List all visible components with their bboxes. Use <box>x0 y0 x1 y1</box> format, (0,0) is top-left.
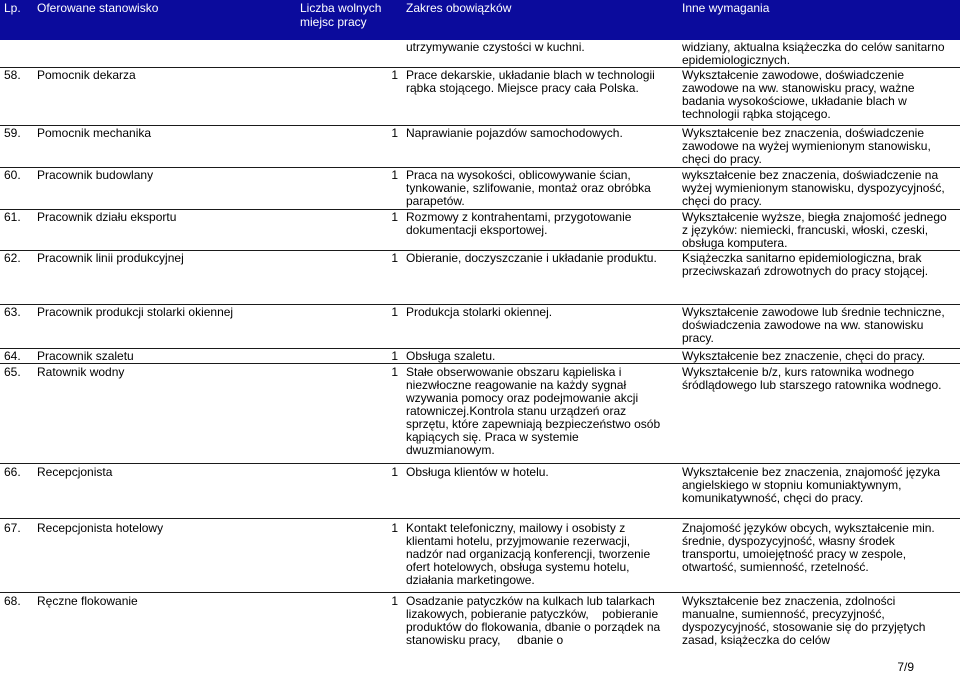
row-duties: Obsługa klientów w hotelu. <box>406 465 549 479</box>
header-duties: Zakres obowiązków <box>406 1 512 15</box>
row-requirements: Wykształcenie zawodowe lub średnie techniczne, doświadczenia zawodowe na ww. stanowisku pracy. <box>682 305 945 345</box>
row-position: Pracownik szaletu <box>37 349 134 363</box>
row-count: 1 <box>391 594 398 608</box>
row-requirements: Wykształcenie bez znaczenie, chęci do pracy. <box>682 349 926 363</box>
row-position: Pracownik działu eksportu <box>37 210 177 224</box>
row-requirements: Znajomość języków obcych, wykształcenie min. średnie, dyspozycyjność, własny środek transportu, umoiejętność pracy w zespole, otwartość, sumienność, rzetelność. <box>682 521 935 574</box>
continuation-duties: utrzymywanie czystości w kuchni. <box>406 40 585 54</box>
row-requirements: wykształcenie bez znaczenia, doświadczenie na wyżej wymienionym stanowisku, dyspozycyjność, chęci do pracy. <box>682 168 945 208</box>
table-header <box>0 0 960 40</box>
row-duties: Prace dekarskie, układanie blach w technologii rąbka stojącego. Miejsce pracy cała Polska. <box>406 68 655 95</box>
row-position: Ratownik wodny <box>37 365 125 379</box>
row-count: 1 <box>391 349 398 363</box>
row-divider <box>0 463 960 464</box>
row-duties: Osadzanie patyczków na kulkach lub talarkach lizakowych, pobieranie patyczków, pobieranie produktów do flokowania, dbanie o porządek na stanowisku pracy, dbanie o <box>406 594 661 647</box>
row-lp: 66. <box>4 465 21 479</box>
continuation-requirements: widziany, aktualna książeczka do celów sanitarno epidemiologicznych. <box>682 40 945 67</box>
row-duties: Stałe obserwowanie obszaru kąpieliska i niezwłoczne reagowanie na każdy sygnał wzywania pomocy oraz podejmowanie akcji ratowniczej.Kontrola stanu urządzeń oraz sprzętu, które zapewniają bezpieczeństwo osób kąpiących się. Praca w systemie dwuzmianowym. <box>406 365 661 457</box>
row-duties: Kontakt telefoniczny, mailowy i osobisty z klientami hotelu, przyjmowanie rezerwacji, nadzór nad organizacją konferencji, tworzenie ofert hotelowych, obsługa systemu hotelu, działania marketingowe. <box>406 521 651 587</box>
row-lp: 62. <box>4 251 21 265</box>
row-duties: Rozmowy z kontrahentami, przygotowanie dokumentacji eksportowej. <box>406 210 632 237</box>
row-divider <box>0 518 960 519</box>
row-lp: 61. <box>4 210 21 224</box>
row-requirements: Książeczka sanitarno epidemiologiczna, brak przeciwskazań zdrowotnych do pracy stojącej. <box>682 251 929 278</box>
row-duties: Naprawianie pojazdów samochodowych. <box>406 126 623 140</box>
row-divider <box>0 592 960 593</box>
row-lp: 63. <box>4 305 21 319</box>
row-count: 1 <box>391 126 398 140</box>
row-requirements: Wykształcenie bez znaczenia, zdolności manualne, sumienność, precyzyjność, dyspozycyjność, stosowanie się do przyjętych zasad, książeczka do celów <box>682 594 926 647</box>
row-requirements: Wykształcenie bez znaczenia, doświadczenie zawodowe na wyżej wymienionym stanowisku, chęci do pracy. <box>682 126 931 166</box>
row-lp: 60. <box>4 168 21 182</box>
row-lp: 64. <box>4 349 21 363</box>
header-count: Liczba wolnych miejsc pracy <box>300 1 382 29</box>
row-position: Ręczne flokowanie <box>37 594 138 608</box>
row-requirements: Wykształcenie zawodowe, doświadczenie zawodowe na ww. stanowisku pracy, ważne badania wysokościowe, układanie blach w technologii rąbka stojącego. <box>682 68 915 121</box>
row-position: Pomocnik mechanika <box>37 126 152 140</box>
row-count: 1 <box>391 305 398 319</box>
row-position: Pracownik linii produkcyjnej <box>37 251 184 265</box>
row-count: 1 <box>391 521 398 535</box>
row-count: 1 <box>391 465 398 479</box>
row-lp: 65. <box>4 365 21 379</box>
row-position: Pomocnik dekarza <box>37 68 136 82</box>
row-count: 1 <box>391 210 398 224</box>
header-position: Oferowane stanowisko <box>37 1 159 15</box>
row-lp: 59. <box>4 126 21 140</box>
row-position: Recepcjonista hotelowy <box>37 521 164 535</box>
row-lp: 68. <box>4 594 21 608</box>
row-divider <box>0 363 960 364</box>
row-duties: Praca na wysokości, oblicowywanie ścian, tynkowanie, szlifowanie, montaż oraz obróbka parapetów. <box>406 168 651 208</box>
page-number: 7/9 <box>897 660 914 674</box>
row-duties: Obieranie, doczyszczanie i układanie produktu. <box>406 251 657 265</box>
row-count: 1 <box>391 68 398 82</box>
row-duties: Obsługa szaletu. <box>406 349 496 363</box>
row-count: 1 <box>391 251 398 265</box>
row-position: Recepcjonista <box>37 465 113 479</box>
row-requirements: Wykształcenie b/z, kurs ratownika wodnego śródlądowego lub starszego ratownika wodnego. <box>682 365 942 392</box>
row-lp: 67. <box>4 521 21 535</box>
row-count: 1 <box>391 168 398 182</box>
row-requirements: Wykształcenie wyższe, biegła znajomość jednego z języków: niemiecki, francuski, włoski, czeski, obsługa komputera. <box>682 210 947 250</box>
row-duties: Produkcja stolarki okiennej. <box>406 305 553 319</box>
row-count: 1 <box>391 365 398 379</box>
row-requirements: Wykształcenie bez znaczenia, znajomość języka angielskiego w stopniu komuniaktywnym, komunikatywność, chęci do pracy. <box>682 465 941 505</box>
row-position: Pracownik produkcji stolarki okiennej <box>37 305 234 319</box>
header-requirements: Inne wymagania <box>682 1 770 15</box>
row-lp: 58. <box>4 68 21 82</box>
row-position: Pracownik budowlany <box>37 168 154 182</box>
header-lp: Lp. <box>4 1 21 15</box>
